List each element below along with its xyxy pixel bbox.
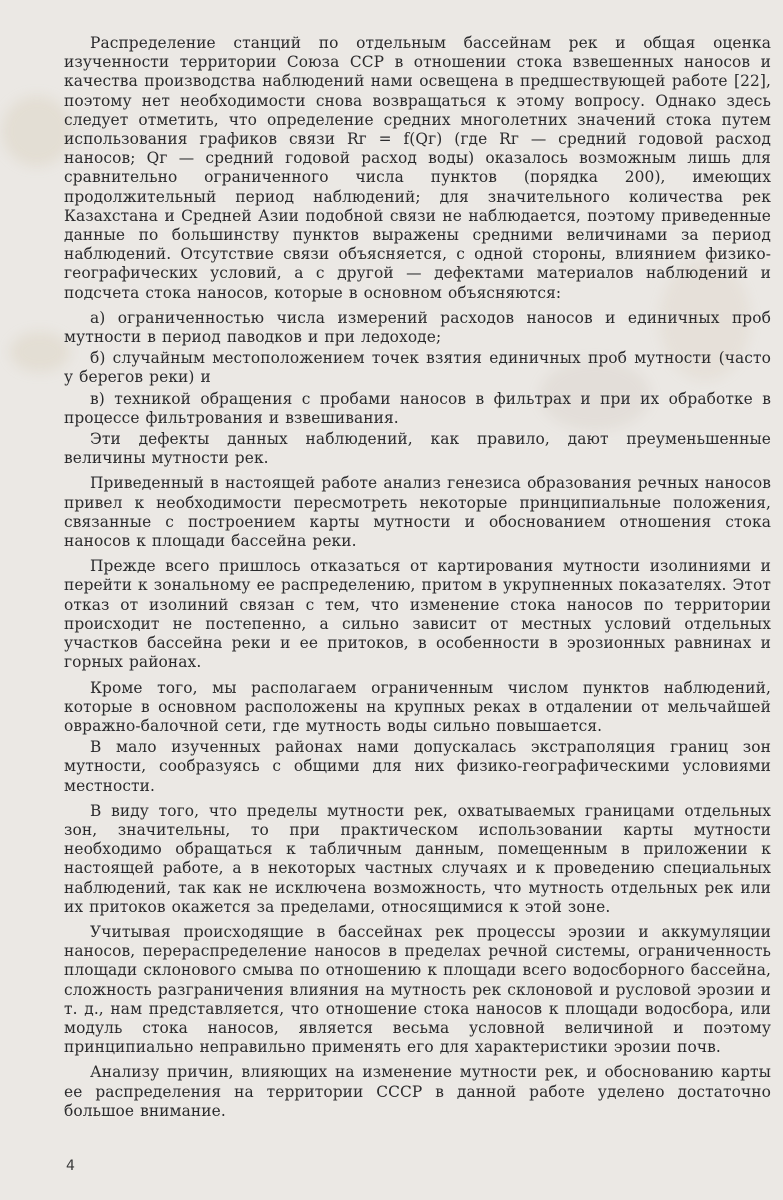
list-item: в) техникой обращения с пробами наносов в фильтрах и при их обработке в процессе фильтрования и взвешивания. — [64, 389, 771, 427]
page-number: 4 — [66, 1158, 75, 1174]
paragraph: Распределение станций по отдельным бассейнам рек и общая оценка изученности территории Союза ССР в отношении стока взвешенных наносов и качества производства наблюдений нами освещена в предшествующей работе [22], поэтому нет необходимости снова возвращаться к этому вопросу. Однако здесь следует отметить, что определение средних многолетних значений стока путем использования графиков связи Rг = f(Qг) (где Rг — средний годовой расход наносов; Qг — средний годовой расход воды) оказалось возможным лишь для сравнительно ограниченного числа пунктов (порядка 200), имеющих продолжительный период наблюдений; для значительного количества рек Казахстана и Средней Азии подобной связи не наблюдается, поэтому приведенные данные по большинству пунктов выражены средними величинами за период наблюдений. Отсутствие связи объясняется, с одной стороны, влиянием физико-географических условий, а с другой — дефектами материалов наблюдений и подсчета стока наносов, которые в основном объясняются: — [64, 34, 771, 302]
body-text — [64, 34, 771, 1121]
paragraph: Эти дефекты данных наблюдений, как правило, дают преуменьшенные величины мутности рек. — [64, 430, 771, 468]
paragraph: Анализу причин, влияющих на изменение мутности рек, и обоснованию карты ее распределения на территории СССР в данной работе уделено достаточно большое внимание. — [64, 1063, 771, 1120]
paragraph: Кроме того, мы располагаем ограниченным числом пунктов наблюдений, которые в основном расположены на крупных реках в отдалении от мельчайшей овражно-балочной сети, где мутность воды сильно повышается. — [64, 678, 771, 735]
paragraph: Учитывая происходящие в бассейнах рек процессы эрозии и аккумуляции наносов, перераспределение наносов в пределах речной системы, ограниченность площади склонового смыва по отношению к площади всего водосборного бассейна, сложность разграничения влияния на мутность рек склоновой и русловой эрозии и т. д., нам представляется, что отношение стока наносов к площади водосбора, или модуль стока наносов, является весьма условной величиной и поэтому принципиально неправильно применять его для характеристики эрозии почв. — [64, 922, 771, 1057]
list-item: б) случайным местоположением точек взятия единичных проб мутности (часто у берегов реки) и — [64, 349, 771, 387]
paper-stain — [2, 96, 72, 166]
paper-stain — [10, 332, 70, 372]
paragraph: Прежде всего пришлось отказаться от картирования мутности изолиниями и перейти к зональному ее распределению, притом в укрупненных показателях. Этот отказ от изолиний связан с тем, что изменение стока наносов по территории происходит не постепенно, а сильно зависит от местных условий отдельных участков бассейна реки и ее притоков, в особенности в эрозионных равнинах и горных районах. — [64, 557, 771, 672]
paragraph: Приведенный в настоящей работе анализ генезиса образования речных наносов привел к необходимости пересмотреть некоторые принципиальные положения, связанные с построением карты мутности и обоснованием отношения стока наносов к площади бассейна реки. — [64, 474, 771, 551]
list-item: а) ограниченностью числа измерений расходов наносов и единичных проб мутности в период паводков и при ледоходе; — [64, 308, 771, 347]
paragraph: В виду того, что пределы мутности рек, охватываемых границами отдельных зон, значительны, то при практическом использовании карты мутности необходимо обращаться к табличным данным, помещенным в приложении к настоящей работе, а в некоторых частных случаях и к проведению специальных наблюдений, так как не исключена возможность, что мутность отдельных рек или их притоков окажется за пределами, относящимися к этой зоне. — [64, 801, 771, 916]
paragraph: В мало изученных районах нами допускалась экстраполяция границ зон мутности, сообразуясь с общими для них физико-географическими условиями местности. — [64, 738, 771, 795]
